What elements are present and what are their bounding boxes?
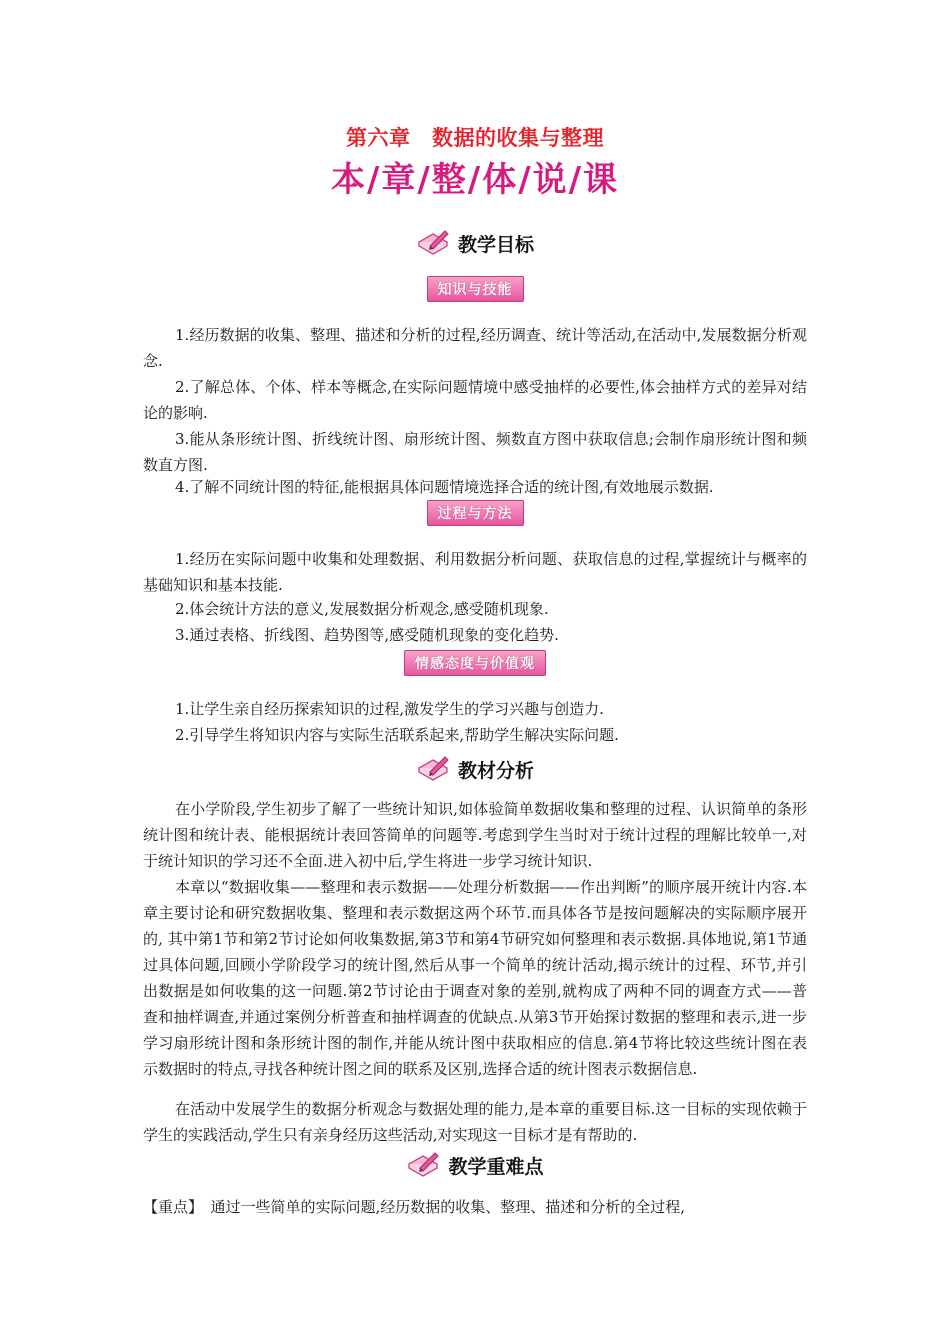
goal-item: 2.了解总体、个体、样本等概念,在实际问题情境中感受抽样的必要性,体会抽样方式的差异对结论的影响.	[143, 378, 807, 422]
section-title: 教学目标	[457, 233, 534, 256]
goal-item: 4.了解不同统计图的特征,能根据具体问题情境选择合适的统计图,有效地展示数据.	[175, 478, 714, 496]
badge-label: 情感态度与价值观	[404, 650, 546, 676]
key-point-line	[143, 1194, 807, 1220]
key-label: 【重点】	[143, 1198, 196, 1216]
key-text: 通过一些简单的实际问题,经历数据的收集、整理、描述和分析的全过程,	[195, 1198, 686, 1216]
goal-item: 1.经历数据的收集、整理、描述和分析的过程,经历调查、统计等活动,在活动中,发展数据分析观念.	[143, 326, 807, 370]
analysis-paragraph: 在小学阶段,学生初步了解了一些统计知识,如体验简单数据收集和整理的过程、认识简单的条形统计图和统计表、能根据统计表回答简单的问题等.考虑到学生当时对于统计过程的理解比较单一,对于统计知识的学习还不全面.进入初中后,学生将进一步学习统计知识.	[143, 800, 807, 870]
goal-item: 1.经历在实际问题中收集和处理数据、利用数据分析问题、获取信息的过程,掌握统计与概率的基础知识和基本技能.	[143, 550, 807, 594]
badge-label: 过程与方法	[427, 500, 524, 526]
goal-item: 3.通过表格、折线图、趋势图等,感受随机现象的变化趋势.	[175, 626, 559, 644]
badge-label: 知识与技能	[427, 276, 524, 302]
section-teaching-goals	[0, 228, 950, 258]
section-title: 教学重难点	[448, 1155, 544, 1178]
badge-knowledge	[0, 276, 950, 302]
main-title: 本/章/整/体/说/课	[330, 160, 620, 200]
goal-item: 2.引导学生将知识内容与实际生活联系起来,帮助学生解决实际问题.	[175, 726, 619, 744]
goal-item: 2.体会统计方法的意义,发展数据分析观念,感受随机现象.	[175, 600, 549, 618]
notebook-pen-icon	[406, 1150, 440, 1180]
notebook-pen-icon	[416, 754, 450, 784]
chapter-heading: 第六章 数据的收集与整理	[346, 126, 604, 150]
section-key-points	[0, 1150, 950, 1180]
analysis-paragraph: 本章以“数据收集——整理和表示数据——处理分析数据——作出判断”的顺序展开统计内容.本章主要讨论和研究数据收集、整理和表示数据这两个环节.而具体各节是按问题解决的实际顺序展开的, 其中第1节和第2节讨论如何收集数据,第3节和第4节研究如何整理和表示数据.具体地说,第1节通过具体问题,回顾小学阶段学习的统计图,然后从事一个简单的统计活动,揭示统计的过程、环节,并引出数据是如何收集的这一问题.第2节讨论由于调查对象的差别,就构成了两种不同的调查方式——普查和抽样调查,并通过案例分析普查和抽样调查的优缺点.从第3节开始探讨数据的整理和表示,进一步学习扇形统计图和条形统计图的制作,并能从统计图中获取相应的信息.第4节将比较这些统计图在表示数据时的特点,寻找各种统计图之间的联系及区别,选择合适的统计图表示数据信息.	[143, 878, 807, 1078]
goal-item: 1.让学生亲自经历探索知识的过程,激发学生的学习兴趣与创造力.	[175, 700, 604, 718]
badge-process	[0, 500, 950, 526]
notebook-pen-icon	[416, 228, 450, 258]
section-textbook-analysis	[0, 754, 950, 784]
section-title: 教材分析	[457, 759, 534, 782]
goal-item: 3.能从条形统计图、折线统计图、扇形统计图、频数直方图中获取信息;会制作扇形统计图和频数直方图.	[143, 430, 807, 474]
analysis-paragraph: 在活动中发展学生的数据分析观念与数据处理的能力,是本章的重要目标.这一目标的实现依赖于学生的实践活动,学生只有亲身经历这些活动,对实现这一目标才是有帮助的.	[143, 1100, 807, 1144]
badge-emotion	[0, 650, 950, 676]
